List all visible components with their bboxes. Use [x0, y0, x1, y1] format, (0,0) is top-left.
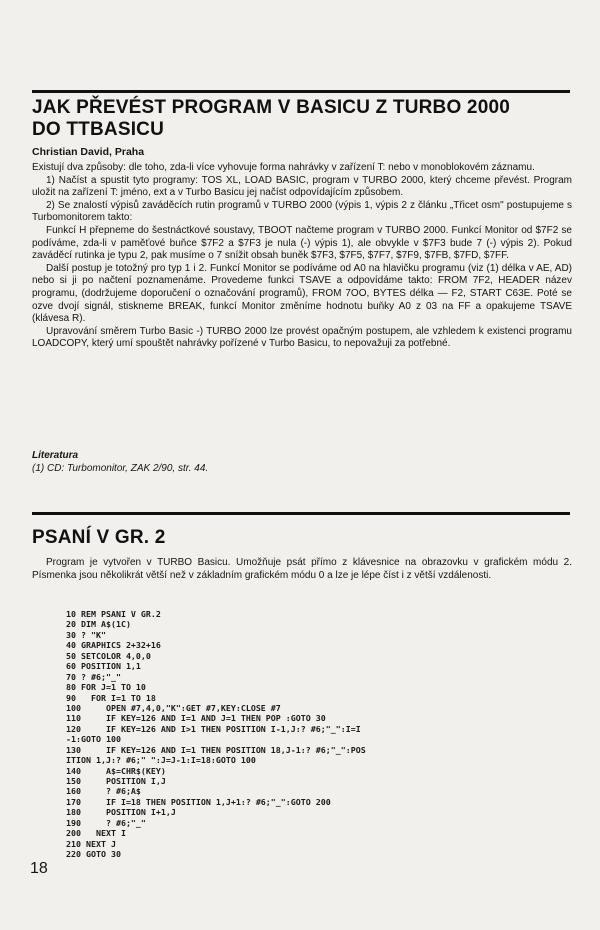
code-line: 160 ? #6;A$ [66, 786, 141, 797]
article1-author: Christian David, Praha [32, 146, 145, 158]
code-line: 180 POSITION I+1,J [66, 807, 176, 818]
code-line: 130 IF KEY=126 AND I=1 THEN POSITION 18,J-1:? #6;"_":POS [66, 744, 366, 755]
code-line: 170 IF I=18 THEN POSITION 1,J+1:? #6;"_":GOTO 200 [66, 796, 331, 807]
article1-paragraph: Upravování směrem Turbo Basic -) TURBO 2000 lze provést opačným postupem, ale vzhledem k existenci programu LOADCOPY, který umí spouštět nahrávky pořízené v Turbo Basicu, to nepovažuji za potřebné. [32, 325, 572, 350]
code-line: 20 DIM A$(1C) [66, 619, 131, 630]
article1-title [32, 97, 572, 141]
code-line: 90 FOR I=1 TO 18 [66, 692, 156, 703]
code-line: 10 REM PSANI V GR.2 [66, 609, 161, 619]
article2-paragraph: Program je vytvořen v TURBO Basicu. Umožňuje psát přímo z klávesnice na obrazovku v grafickém módu 2. Písmenka jsou několikrát větší než v základním grafickém módu 0 a lze je lépe číst i z větší vzdálenosti. [32, 557, 572, 581]
literature-heading: Literatura [32, 450, 79, 461]
code-line: 100 OPEN #7,4,0,"K":GET #7,KEY:CLOSE #7 [66, 702, 281, 713]
code-line: 30 ? "K" [66, 629, 106, 640]
article1-paragraph: Funkcí H přepneme do šestnáctkové soustavy, TBOOT načteme program v TURBO 2000. Funkcí Monitor od $7F2 se podíváme, zda-li v paměťové buňce $7F2 a $7F3 je nula (-) výpis 1), ale obvykle v $7F3 bude 7 (-) výpis 2). Pokud zaváděcí rutinka je typu 2, pak musíme o 7 snížit obsah buněk $7F3, $7F5, $7F7, $7F9, $7FB, $7FD, $7FF. [32, 224, 572, 262]
article1-body [32, 162, 572, 351]
code-listing [66, 609, 572, 860]
code-line: 110 IF KEY=126 AND I=1 AND J=1 THEN POP :GOTO 30 [66, 713, 326, 724]
code-line: ITION 1,J:? #6;" ":J=J-1:I=18:GOTO 100 [66, 755, 256, 766]
article1-paragraph: 1) Načíst a spustit tyto programy: TOS XL, LOAD BASIC, program v TURBO 2000, který chceme převést. Program uložit na zařízení T: jméno, ext a v Turbo Basicu jej načíst odpovídajícím způsobem. [32, 174, 572, 199]
code-line: 150 POSITION I,J [66, 776, 166, 786]
code-line: 210 NEXT J [66, 838, 116, 849]
article1-paragraph: 2) Se znalostí výpisů zaváděcích rutin programů v TURBO 2000 (výpis 1, výpis 2 z článku „Třicet osm" postupujeme s Turbomonitorem takto: [32, 199, 572, 224]
code-line: 220 GOTO 30 [66, 849, 121, 860]
article1-paragraph: Existují dva způsoby: dle toho, zda-li více vyhovuje forma nahrávky v zařízení T: nebo v monoblokovém záznamu. [32, 162, 535, 173]
code-line: 120 IF KEY=126 AND I>1 THEN POSITION I-1,J:? #6;"_":I=I [66, 723, 361, 734]
code-line: 200 NEXT I [66, 828, 126, 839]
top-rule [32, 90, 570, 93]
code-line: 70 ? #6;"_" [66, 671, 121, 682]
code-line: 50 SETCOLOR 4,0,0 [66, 650, 151, 661]
page-number: 18 [30, 860, 48, 877]
code-line: -1:GOTO 100 [66, 734, 121, 745]
code-line: 40 GRAPHICS 2+32+16 [66, 640, 161, 651]
article2-body [32, 557, 572, 582]
code-line: 190 ? #6;"_" [66, 817, 146, 828]
code-line: 60 POSITION 1,1 [66, 661, 141, 672]
article1-paragraph: Další postup je totožný pro typ 1 i 2. Funkcí Monitor se podíváme od A0 na hlavičku programu (viz (1) délka v AE, AD) nebo si ji po načtení poznamenáme. Provedeme funkci TSAVE a odpovídáme takto: FROM 7F2, HEADER název programu, (dodržujeme doporučení o označování programů), FROM 7OO, BYTES délka — F2, START C63E. Poté se ozve dvojí signál, stiskneme BREAK, funkcí Monitor změníme hodnotu buňky A0 z 03 na FF a opakujeme TSAVE (klávesa R). [32, 262, 572, 325]
section-rule [32, 512, 570, 515]
article1-title-line2: DO TTBASICU [32, 119, 165, 140]
article2-title: PSANÍ V GR. 2 [32, 527, 166, 548]
literature-item: (1) CD: Turbomonitor, ZAK 2/90, str. 44. [32, 463, 209, 474]
article1-title-line1: JAK PŘEVÉST PROGRAM V BASICU Z TURBO 2000 [32, 97, 511, 118]
code-line: 140 A$=CHR$(KEY) [66, 765, 166, 776]
code-line: 80 FOR J=1 TO 10 [66, 682, 146, 693]
